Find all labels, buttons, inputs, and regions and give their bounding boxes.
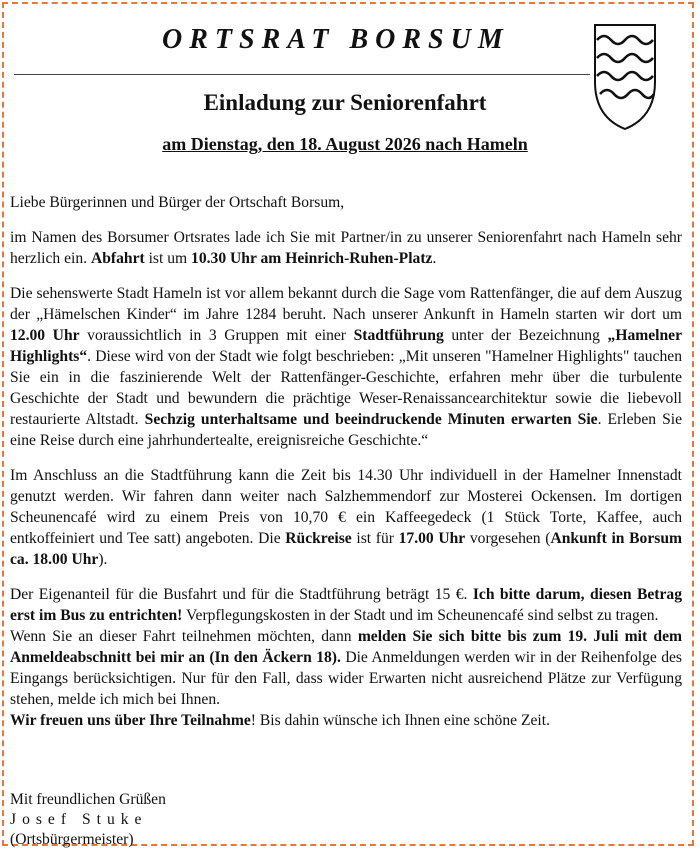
- text: ist um: [144, 250, 192, 267]
- header-rule: [14, 74, 590, 75]
- bold-text: Wir freuen uns über Ihre Teilnahme: [10, 712, 251, 729]
- text: im Namen des Borsumer Ortsrates lade ich Sie mit Partner/in zu unserer Seniorenfahrt nach Hameln sehr herzlich ein.: [10, 229, 682, 267]
- bold-text: Stadtführung: [353, 327, 444, 344]
- text: ist für: [351, 530, 399, 547]
- text: Der Eigenanteil für die Busfahrt und für die Stadtführung beträgt 15 €.: [10, 586, 473, 603]
- text: ! Bis dahin wünsche ich Ihnen eine schöne Zeit.: [250, 712, 550, 729]
- bold-text: melden Sie sich bitte bis zum 19. Juli mit dem Anmeldeabschnitt bei mir an (In den Äckern 18).: [10, 628, 683, 666]
- text: Wenn Sie an dieser Fahrt teilnehmen möchten, dann: [10, 628, 358, 645]
- document-subtitle: am Dienstag, den 18. August 2026 nach Hameln: [162, 134, 528, 154]
- paragraph-afternoon: [10, 465, 682, 570]
- text: voraussichtlich in 3 Gruppen mit einer: [79, 327, 354, 344]
- text: Die sehenswerte Stadt Hameln ist vor allem bekannt durch die Sage vom Rattenfänger, die auf dem Auszug der „Hämelschen Kinder“ im Jahre 1284 beruht. Nach unserer Ankunft in Hameln starten wir dort um: [10, 285, 682, 323]
- text: vorgesehen (: [465, 530, 551, 547]
- paragraph-costs: [10, 584, 682, 626]
- text: .: [432, 250, 437, 267]
- bold-text: Sechzig unterhaltsame und beeindruckende Minuten erwarten Sie: [144, 411, 598, 428]
- paragraph-hameln: [10, 283, 682, 451]
- text: . Erleben Sie eine Reise durch eine jahrhundertealte, ereignisreiche Geschichte.“: [10, 411, 683, 449]
- paragraph-thanks: [10, 710, 682, 731]
- paragraph-registration: [10, 626, 682, 710]
- text: Die Anmeldungen werden wir in der Reihenfolge des Eingangs berücksichtigen. Nur für den Fall, dass wider Erwarten nicht ausreichend Plätze zur Verfügung stehen, melde ich mich bei Ihnen.: [10, 649, 683, 708]
- salutation: Liebe Bürgerinnen und Bürger der Ortschaft Borsum,: [10, 194, 345, 211]
- text: ).: [98, 551, 108, 568]
- signer-role: (Ortsbürgermeister): [10, 831, 134, 848]
- bold-text: Ich bitte darum, diesen Betrag erst im Bus zu entrichten!: [10, 586, 682, 624]
- bold-text: Abfahrt: [90, 250, 145, 267]
- text: Im Anschluss an die Stadtführung kann die Zeit bis 14.30 Uhr individuell in der Hamelner Innenstadt genutzt werden. Wir fahren dann weiter nach Salzhemmendorf zur Mosterei Ockensen. Im dortigen Scheunencafé wird zu einem Preis von 10,70 € ein Kaffeegedeck (1 Stück Torte, Kaffee, auch entkoffeiniert und Tee satt) angeboten. Die: [10, 467, 682, 547]
- text: Verpflegungskosten in der Stadt und im Scheunencafé sind selbst zu tragen.: [182, 607, 659, 624]
- paragraph-invitation: [10, 227, 682, 269]
- signer-name: Josef Stuke: [10, 811, 148, 828]
- org-title: ORTSRAT BORSUM: [162, 24, 510, 55]
- bold-text: „Hamelner Highlights“: [10, 327, 682, 365]
- bold-text: 10.30 Uhr am Heinrich-Ruhen-Platz: [191, 250, 433, 267]
- closing: [10, 790, 166, 850]
- document-title: Einladung zur Seniorenfahrt: [203, 90, 487, 115]
- bold-text: 12.00 Uhr: [10, 327, 80, 344]
- bold-text: Rückreise: [285, 530, 352, 547]
- bold-text: 17.00 Uhr: [398, 530, 466, 547]
- bold-text: Ankunft in Borsum ca. 18.00 Uhr: [10, 530, 682, 568]
- text: . Diese wird von der Stadt wie folgt beschrieben: „Mit unseren "Hamelner Highlights" tauchen Sie ein in die faszinierende Welt der Rattenfänger-Geschichte, erfahren mehr über die turbulente Geschichte der Stadt und bewundern die prächtige Weser-Renaissancearchitektur sowie die liebevoll restaurierte Altstadt.: [10, 348, 682, 428]
- letter-body: [10, 192, 682, 745]
- text: unter der Bezeichnung: [443, 327, 608, 344]
- closing-greeting: Mit freundlichen Grüßen: [10, 791, 166, 808]
